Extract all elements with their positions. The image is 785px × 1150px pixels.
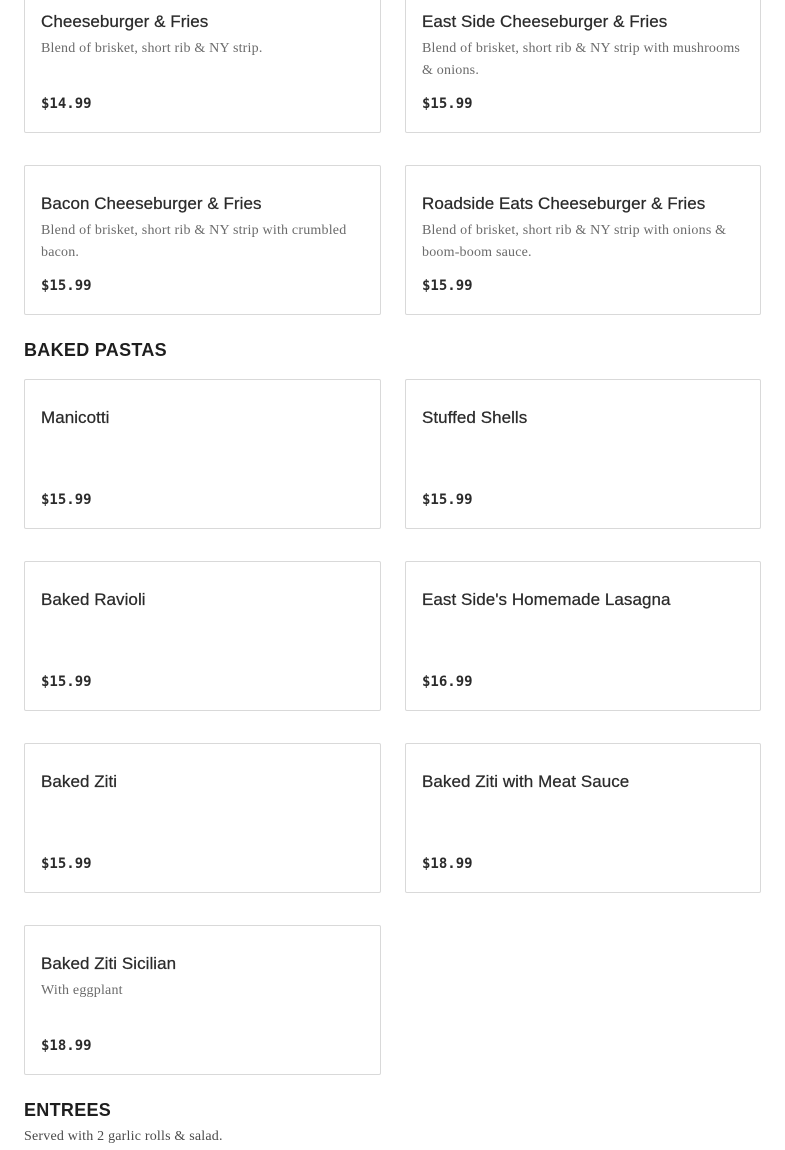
- menu-item-card[interactable]: [24, 379, 381, 529]
- burgers-grid: [24, 0, 761, 315]
- item-description: Blend of brisket, short rib & NY strip.: [41, 41, 263, 56]
- item-name: Stuffed Shells: [422, 408, 528, 427]
- menu-content: [24, 0, 761, 1148]
- item-price: $18.99: [422, 856, 473, 872]
- item-name: Cheeseburger & Fries: [41, 12, 209, 31]
- item-name: Baked Ziti with Meat Sauce: [422, 772, 630, 791]
- section-note-entrees: Served with 2 garlic rolls & salad.: [24, 1129, 223, 1144]
- item-description: Blend of brisket, short rib & NY strip with crumbled bacon.: [41, 223, 347, 260]
- item-name: Baked Ziti: [41, 772, 118, 791]
- menu-item-card[interactable]: [24, 165, 381, 315]
- menu-item-card[interactable]: [24, 743, 381, 893]
- menu-item-card[interactable]: [405, 379, 761, 529]
- item-price: $15.99: [41, 278, 92, 294]
- menu-item-card[interactable]: [405, 561, 761, 711]
- item-price: $16.99: [422, 674, 473, 690]
- section-title-entrees: ENTREES: [24, 1100, 112, 1120]
- item-name: East Side Cheeseburger & Fries: [422, 12, 668, 31]
- item-name: Roadside Eats Cheeseburger & Fries: [422, 194, 706, 213]
- item-price: $15.99: [422, 492, 473, 508]
- menu-item-card[interactable]: [24, 561, 381, 711]
- baked-pastas-grid: [24, 379, 761, 1075]
- item-name: East Side's Homemade Lasagna: [422, 590, 671, 609]
- item-name: Bacon Cheeseburger & Fries: [41, 194, 262, 213]
- menu-item-card[interactable]: [405, 165, 761, 315]
- menu-item-card[interactable]: [24, 925, 381, 1075]
- item-price: $14.99: [41, 96, 92, 112]
- item-description: With eggplant: [41, 983, 123, 998]
- menu-item-card[interactable]: [405, 743, 761, 893]
- item-price: $15.99: [422, 96, 473, 112]
- item-price: $15.99: [41, 674, 92, 690]
- item-description: Blend of brisket, short rib & NY strip with onions & boom-boom sauce.: [422, 223, 727, 260]
- item-price: $15.99: [41, 492, 92, 508]
- item-name: Baked Ziti Sicilian: [41, 954, 177, 973]
- section-title-baked-pastas: BAKED PASTAS: [24, 340, 167, 360]
- item-price: $15.99: [422, 278, 473, 294]
- item-price: $18.99: [41, 1038, 92, 1054]
- item-name: Manicotti: [41, 408, 110, 427]
- item-name: Baked Ravioli: [41, 590, 146, 609]
- menu-item-card[interactable]: [405, 0, 761, 133]
- menu-item-card[interactable]: [24, 0, 381, 133]
- item-price: $15.99: [41, 856, 92, 872]
- item-description: Blend of brisket, short rib & NY strip with mushrooms & onions.: [422, 41, 741, 78]
